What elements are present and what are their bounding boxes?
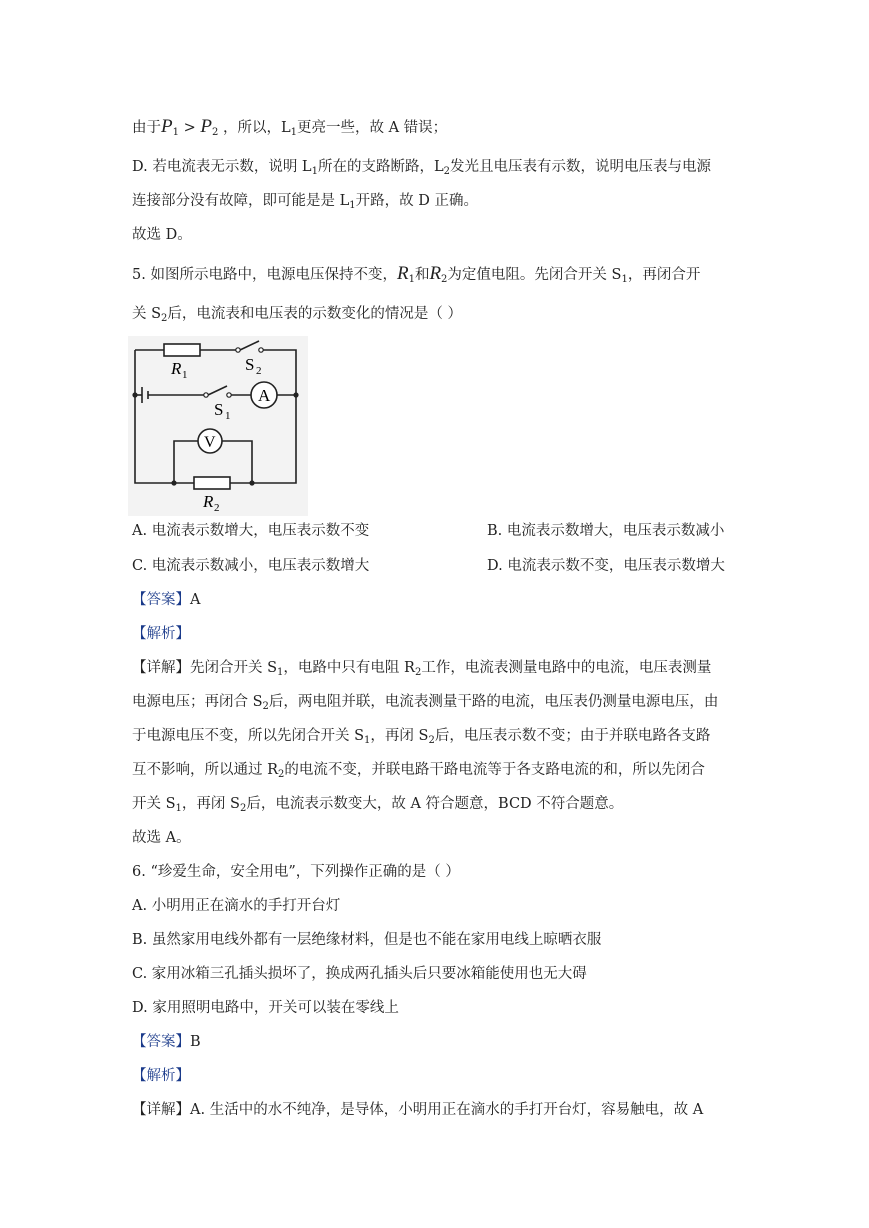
q6-analysis: 【解析】 xyxy=(132,1068,190,1084)
q6-option-a: A. 小明用正在滴水的手打开台灯 xyxy=(132,898,341,914)
junction xyxy=(132,392,137,397)
q5-detail-line-3: 于电源电压不变，所以先闭合开关 $S_1$，再闭 $S_2$后，电压表示数不变；由于并联电路各支路 xyxy=(132,728,711,746)
q5-detail-line-5: 开关 $S_1$，再闭 $S_2$后，电流表示数变大，故 A 符合题意，BCD 不符合题意。 xyxy=(132,796,624,814)
p4-option-d-line-2: 连接部分没有故障，即可能是是 $L_1$开路，故 D 正确。 xyxy=(132,193,478,211)
q6-stem: 6. “珍爱生命，安全用电”，下列操作正确的是（ ） xyxy=(132,864,460,880)
circuit-diagram xyxy=(128,336,308,516)
junction xyxy=(293,392,298,397)
label-r2-sub: 2 xyxy=(214,502,220,514)
label-voltmeter: V xyxy=(204,434,216,451)
label-s2-sub: 2 xyxy=(256,365,262,377)
q6-option-b: B. 虽然家用电线外都有一层绝缘材料，但是也不能在家用电线上晾晒衣服 xyxy=(132,932,602,948)
p4-choose: 故选 D。 xyxy=(132,227,192,243)
q5-option-c: C. 电流表示数减小，电压表示数增大 xyxy=(132,558,370,574)
q5-answer: 【答案】A xyxy=(132,592,201,608)
label-r2: R xyxy=(203,492,214,511)
q6-option-d: D. 家用照明电路中，开关可以装在零线上 xyxy=(132,1000,399,1016)
resistor-r2 xyxy=(194,477,230,489)
q6-detail: 【详解】A. 生活中的水不纯净，是导体，小明用正在滴水的手打开台灯，容易触电，故 A xyxy=(132,1102,704,1118)
q5-stem-line-2: 关 $S_2$后，电流表和电压表的示数变化的情况是（ ） xyxy=(132,306,463,324)
label-ammeter: A xyxy=(258,386,271,405)
q5-choose: 故选 A。 xyxy=(132,830,191,846)
q5-analysis: 【解析】 xyxy=(132,626,190,642)
q5-stem-line-1: 5. 如图所示电路中，电源电压保持不变，$R_1$和$R_2$为定值电阻。先闭合开关 $S_1$，再闭合开 xyxy=(132,263,701,285)
q5-detail-line-4: 互不影响，所以通过 $R_2$的电流不变，并联电路干路电流等于各支路电流的和，所以先闭合 xyxy=(132,762,705,780)
label-s2: S xyxy=(245,355,255,374)
q5-detail-line-2: 电源电压；再闭合 $S_2$后，两电阻并联，电流表测量干路的电流，电压表仍测量电源电压，由 xyxy=(132,694,719,712)
p4-line-1: 由于$P_1 > P_2$ ，所以，$L_1$更亮一些，故 A 错误； xyxy=(132,116,448,138)
p4-option-d-line-1: D. 若电流表无示数，说明 $L_1$所在的支路断路，$L_2$发光且电压表有示数，说明电压表与电源 xyxy=(132,159,711,177)
q6-option-c: C. 家用冰箱三孔插头损坏了，换成两孔插头后只要冰箱能使用也无大碍 xyxy=(132,966,587,982)
label-s1: S xyxy=(214,400,224,419)
q5-option-b: B. 电流表示数增大，电压表示数减小 xyxy=(487,523,725,539)
q5-detail-line-1: 【详解】先闭合开关 $S_1$，电路中只有电阻 $R_2$工作，电流表测量电路中的电流，电压表测量 xyxy=(132,660,712,678)
junction xyxy=(249,480,254,485)
resistor-r1 xyxy=(164,344,200,356)
q6-answer: 【答案】B xyxy=(132,1034,201,1050)
label-r1: R xyxy=(171,359,182,378)
label-r1-sub: 1 xyxy=(182,369,188,381)
label-s1-sub: 1 xyxy=(225,410,231,422)
q5-option-d: D. 电流表示数不变，电压表示数增大 xyxy=(487,558,725,574)
junction xyxy=(171,480,176,485)
q5-option-a: A. 电流表示数增大，电压表示数不变 xyxy=(132,523,370,539)
